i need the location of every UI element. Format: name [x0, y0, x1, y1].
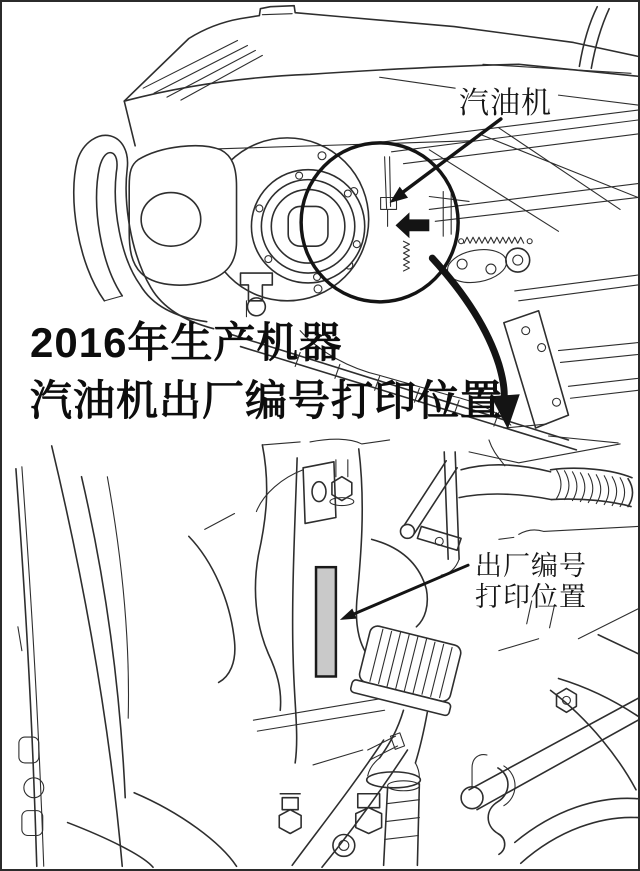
air-filter-cover — [129, 146, 236, 285]
engine-cover-edge — [16, 446, 129, 866]
line-art — [2, 2, 638, 869]
engine-callout-arrow-icon — [390, 119, 501, 203]
intake-hose — [292, 733, 407, 867]
left-block-arrow-icon — [396, 212, 430, 238]
serial-callout-label — [475, 551, 587, 613]
caption-line-2: 汽油机出厂编号打印位置 — [30, 377, 504, 424]
bottom-illustration-serial-closeup — [16, 436, 638, 867]
corrugated-hose — [459, 436, 632, 507]
serial-callout-line-2: 打印位置 — [475, 582, 587, 612]
engine-callout-label: 汽油机 — [459, 87, 552, 120]
serial-number-plate — [316, 567, 336, 676]
caption-line-1: 2016年生产机器 — [30, 319, 343, 366]
crankcase — [189, 439, 427, 765]
fuel-tank — [124, 6, 638, 146]
caption — [30, 314, 503, 430]
serial-callout-line-1: 出厂编号 — [475, 551, 587, 581]
